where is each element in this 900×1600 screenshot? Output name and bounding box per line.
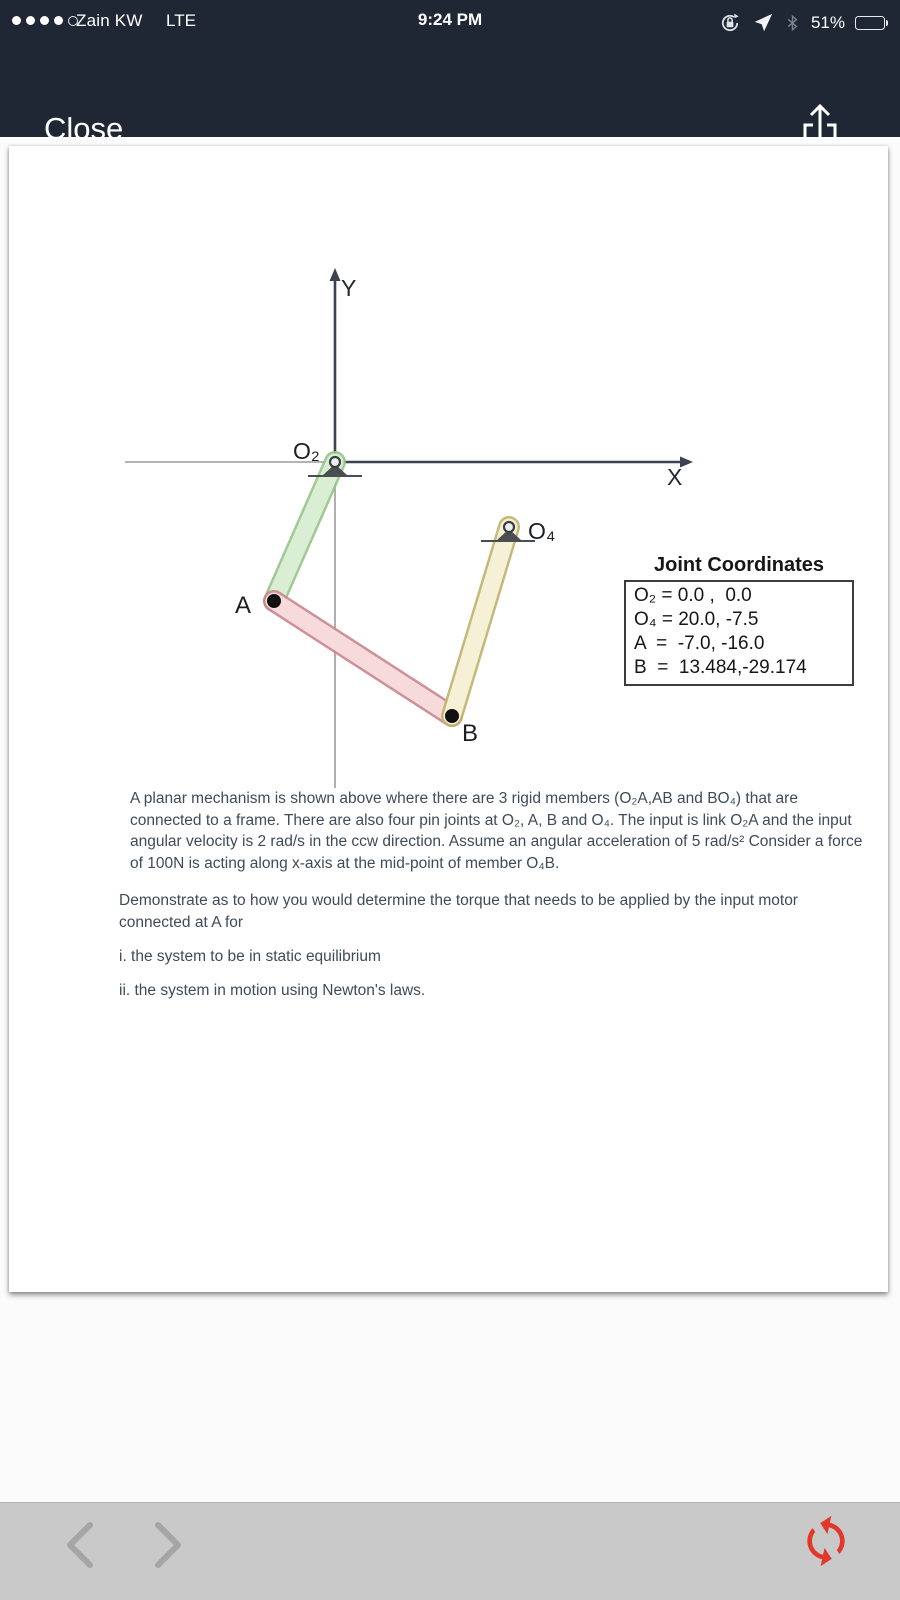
- link-bo4: [452, 527, 509, 716]
- carrier-label: Zain KW: [76, 11, 143, 30]
- problem-paragraph: A planar mechanism is shown above where there are 3 rigid members (O₂A,AB and BO₄) that are connected to a frame. There are also four pin joints at O₂, A, B and O₄. The input is link O₂A and the input angular velocity is 2 rad/s in the ccw direction. Assume an angular acceleration of 5 rad/s² Consider a force of 100N is acting along x-axis at the mid-point of member O₄B.: [130, 790, 863, 872]
- joint-o2-label: O₂: [293, 438, 320, 464]
- table-row-b: B = 13.484,-29.174: [634, 657, 807, 678]
- battery-tip: [886, 20, 888, 26]
- bottom-toolbar: [0, 1502, 900, 1600]
- nav-bar: [0, 45, 900, 146]
- status-icons: [718, 0, 888, 45]
- x-axis-label: X: [667, 464, 683, 490]
- refresh-icon: [802, 1513, 849, 1569]
- document-page: [9, 146, 888, 1292]
- joint-a-label: A: [235, 592, 252, 619]
- task-paragraph: Demonstrate as to how you would determine the torque that needs to be applied by the input motor connected at A for: [119, 892, 798, 931]
- joint-b-pin: [445, 709, 459, 723]
- task-item-ii: ii. the system in motion using Newton's laws.: [119, 982, 426, 999]
- joint-a-pin: [267, 594, 281, 608]
- table-title: Joint Coordinates: [653, 554, 824, 576]
- forward-chevron-icon: [158, 1525, 178, 1565]
- clock-label: 9:24 PM: [417, 10, 483, 29]
- joint-b-label: B: [462, 720, 479, 747]
- table-box: [624, 580, 854, 686]
- back-chevron-icon: [70, 1525, 90, 1565]
- network-type-label: LTE: [166, 11, 196, 30]
- location-arrow-icon: [752, 12, 774, 34]
- y-axis-arrowhead: [330, 268, 341, 281]
- joint-o4-label: O₄: [528, 518, 556, 544]
- battery-percent-label: 51%: [810, 12, 845, 32]
- status-bar: [0, 0, 900, 45]
- y-axis-label: Y: [341, 275, 357, 301]
- table-row-a: A = -7.0, -16.0: [634, 633, 765, 654]
- table-row-o2: O₂ = 0.0 , 0.0: [634, 585, 752, 606]
- close-button[interactable]: Close: [44, 111, 124, 146]
- link-ab: [274, 601, 452, 716]
- table-row-o4: O₄ = 20.0, -7.5: [634, 609, 759, 630]
- battery-icon: [855, 16, 888, 30]
- forward-button[interactable]: [150, 1519, 188, 1571]
- header: [0, 0, 900, 146]
- joint-coordinates-table: [624, 554, 854, 686]
- refresh-button[interactable]: [798, 1513, 854, 1569]
- task-item-i: i. the system to be in static equilibrium: [119, 948, 381, 965]
- rotation-lock-icon: [718, 11, 742, 35]
- joint-o2-pin: [330, 457, 340, 467]
- joint-o4-pin: [504, 522, 514, 532]
- bluetooth-icon: [784, 11, 801, 35]
- mechanism-diagram: [9, 146, 888, 796]
- link-o2a: [274, 462, 335, 601]
- back-button[interactable]: [60, 1519, 98, 1571]
